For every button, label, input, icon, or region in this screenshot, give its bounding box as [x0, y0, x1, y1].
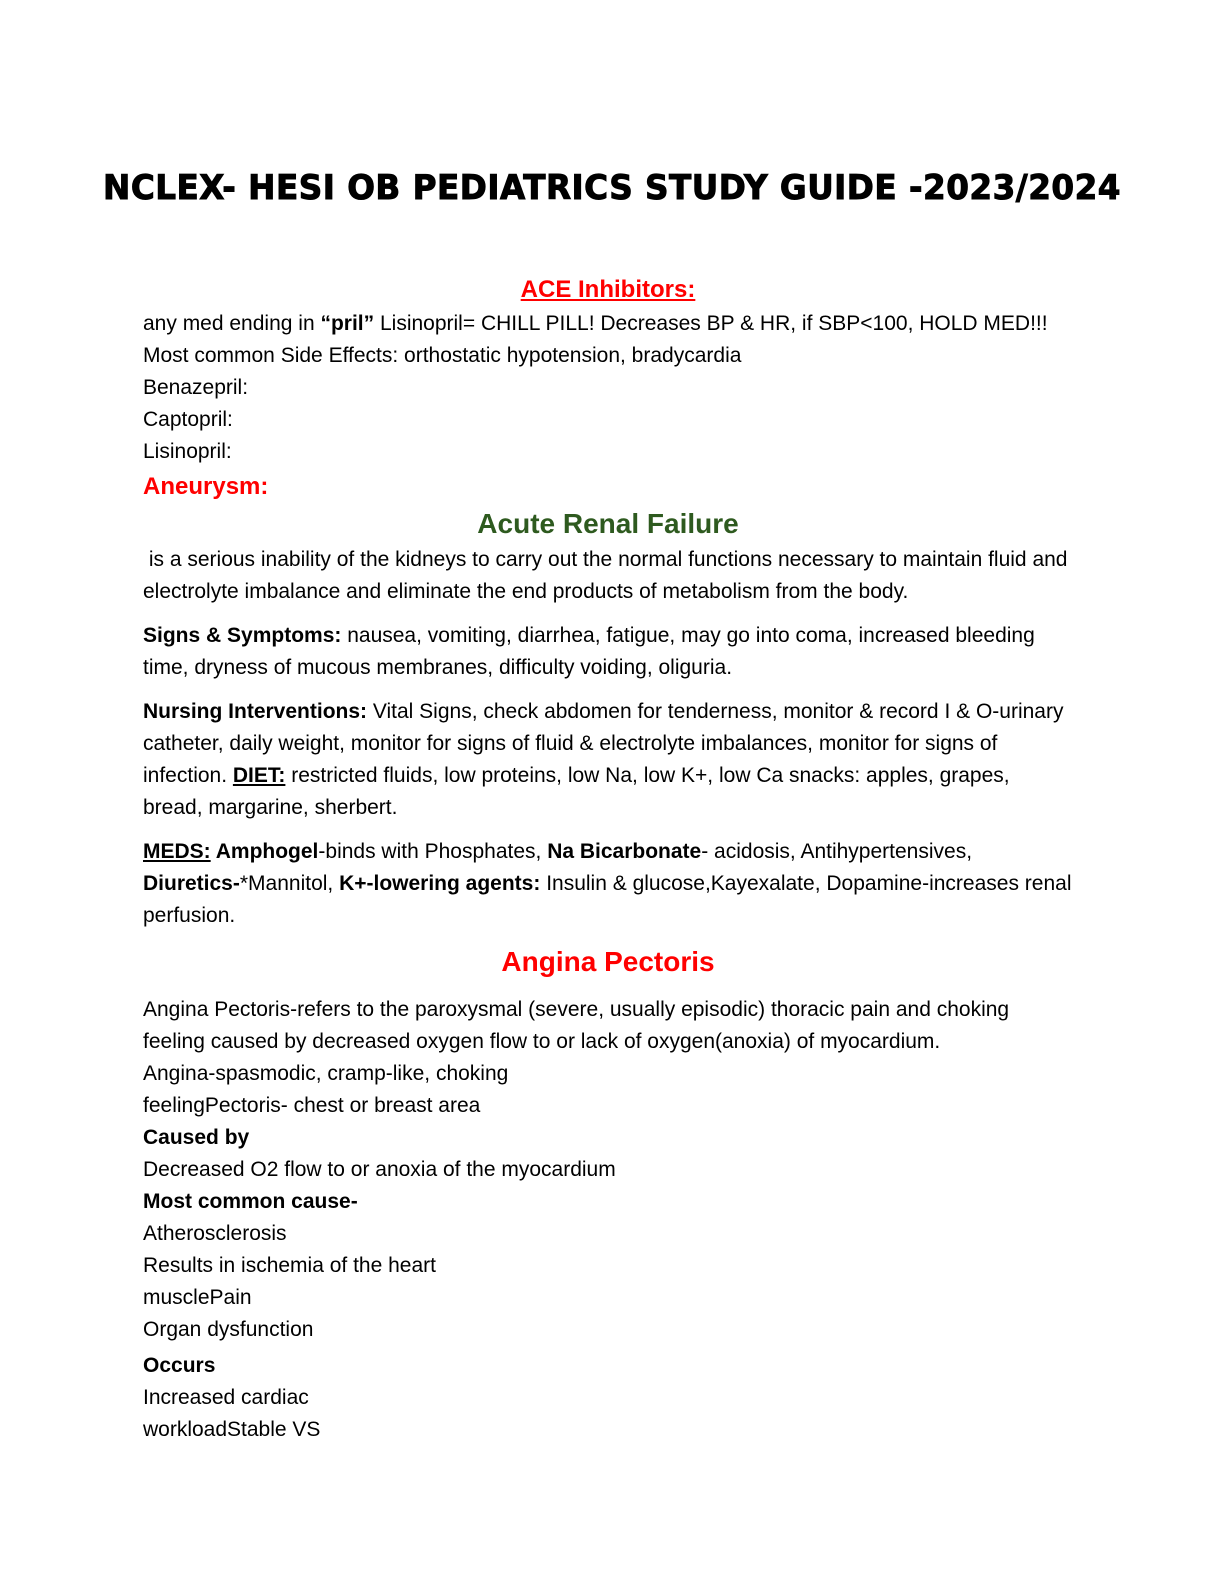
ace-description: [143, 308, 1073, 340]
angina-definition: Angina Pectoris-refers to the paroxysmal (severe, usually episodic) thoracic pain and choking feeling caused by decreased oxygen flow to or lack of oxygen(anoxia) of myocardium.: [143, 998, 1010, 1053]
angina-caused-label: [143, 1122, 1073, 1154]
list-item: Organ dysfunction: [143, 1318, 314, 1341]
arf-signs-label: Signs & Symptoms:: [143, 624, 342, 647]
arf-definition: is a serious inability of the kidneys to carry out the normal functions necessary to maintain fluid and electrolyte imbalance and eliminate the end products of metabolism from the body.: [143, 548, 1074, 603]
arf-meds-diuretics: Diuretics-: [143, 872, 240, 895]
arf-meds-amphogel: Amphogel: [210, 840, 319, 863]
arf-meds-text-1: -binds with Phosphates,: [318, 840, 548, 863]
angina-caused-text: Decreased O2 flow to or anoxia of the myocardium: [143, 1158, 616, 1181]
arf-meds-k-lowering: K+-lowering agents:: [339, 872, 541, 895]
list-item: workloadStable VS: [143, 1418, 321, 1441]
document-body: [143, 274, 1073, 1446]
ace-text-rest: Lisinopril= CHILL PILL! Decreases BP & HR, if SBP<100, HOLD MED!!!: [374, 312, 1048, 335]
list-item: Increased cardiac: [143, 1386, 309, 1409]
angina-line-a: Angina-spasmodic, cramp-like, choking: [143, 1062, 509, 1085]
ace-heading: ACE Inhibitors:: [520, 276, 696, 303]
document-title: NCLEX- HESI OB PEDIATRICS STUDY GUIDE -2023/2024: [103, 168, 1121, 208]
list-item: Results in ischemia of the heart: [143, 1254, 436, 1277]
ace-text: any med ending in: [143, 312, 321, 335]
arf-meds-text-4: Insulin & glucose,Kayexalate, Dopamine-increases renal perfusion.: [143, 872, 1072, 927]
ace-side-effects: Most common Side Effects: orthostatic hypotension, bradycardia: [143, 344, 742, 367]
ace-drug-benazepril: Benazepril:: [143, 376, 249, 399]
angina-heading: Angina Pectoris: [501, 946, 715, 977]
most-common-cause-label: Most common cause-: [143, 1190, 358, 1213]
arf-meds-nabicarb: Na Bicarbonate: [547, 840, 702, 863]
ace-drug-captopril: Captopril:: [143, 408, 233, 431]
arf-nursing: [143, 696, 1073, 824]
angina-occurs-label: [143, 1350, 1073, 1382]
aneurysm-heading: Aneurysm:: [143, 473, 269, 500]
ace-drug-lisinopril: Lisinopril:: [143, 440, 232, 463]
angina-common-label: [143, 1186, 1073, 1218]
arf-signs-text: nausea, vomiting, diarrhea, fatigue, may go into coma, increased bleeding time, dryness of mucous membranes, difficulty voiding, oliguria.: [143, 624, 1035, 679]
arf-meds-text-2: - acidosis, Antihypertensives,: [701, 840, 973, 863]
arf-diet-text: restricted fluids, low proteins, low Na, low K+, low Ca snacks: apples, grapes, bread, margarine, sherbert.: [143, 764, 1010, 819]
list-item: Atherosclerosis: [143, 1222, 287, 1245]
arf-heading: Acute Renal Failure: [477, 508, 739, 539]
ace-pril: “pril”: [320, 312, 375, 335]
arf-nursing-label: Nursing Interventions:: [143, 700, 368, 723]
list-item: musclePain: [143, 1286, 252, 1309]
angina-line-b: feelingPectoris- chest or breast area: [143, 1094, 481, 1117]
arf-nursing-text: Vital Signs, check abdomen for tenderness, monitor & record I & O-urinary catheter, daily weight, monitor for signs of fluid & electrolyte imbalances, monitor for signs of infection.: [143, 700, 1064, 787]
caused-by-label: Caused by: [143, 1126, 250, 1149]
arf-meds-text-3: *Mannitol,: [239, 872, 340, 895]
arf-diet-label: DIET:: [232, 764, 286, 787]
arf-signs: [143, 620, 1073, 684]
arf-meds: [143, 836, 1073, 932]
occurs-label: Occurs: [143, 1354, 216, 1377]
arf-meds-label: MEDS:: [143, 840, 211, 863]
